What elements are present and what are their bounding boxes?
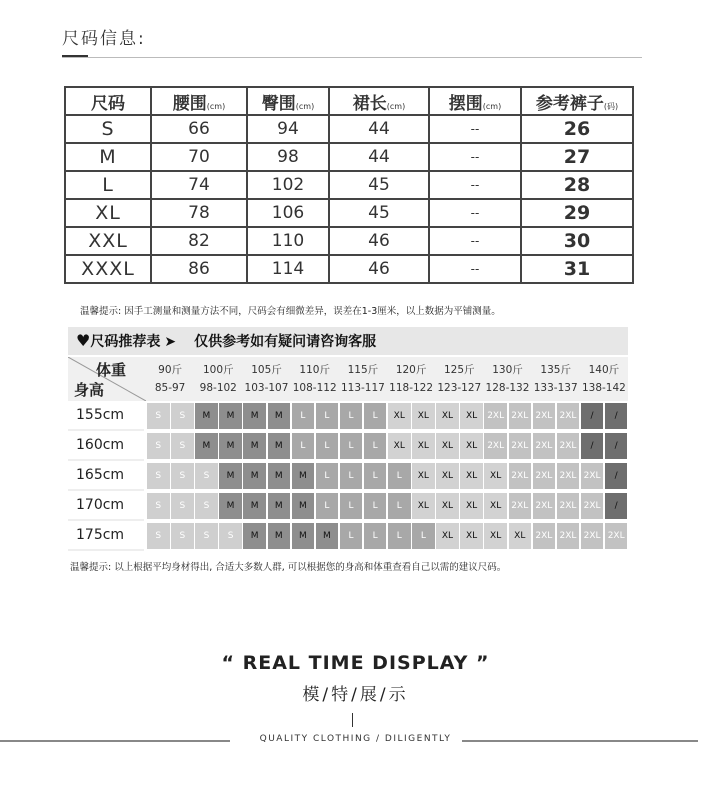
recommend-banner	[68, 327, 628, 355]
size-recommend-cell: 2XL	[557, 433, 580, 459]
size-recommend-cell: XL	[412, 403, 435, 429]
height-value: 160cm	[68, 431, 144, 461]
weight-value: 110斤	[299, 364, 330, 376]
size-recommend-cell: 2XL	[557, 403, 580, 429]
size-recommend-cell: XL	[436, 403, 459, 429]
weight-range: 108-112	[292, 382, 337, 394]
size-value: M	[65, 143, 151, 171]
size-recommend-cell: L	[316, 493, 339, 519]
hem-value: --	[429, 143, 521, 171]
pants-value: 28	[521, 171, 633, 199]
weight-range: 103-107	[244, 382, 289, 394]
size-recommend-cell: L	[364, 403, 387, 429]
waist-value: 82	[151, 227, 247, 255]
size-recommend-cell: XL	[436, 433, 459, 459]
hip-value: 98	[247, 143, 329, 171]
size-recommend-cell: XL	[412, 463, 435, 489]
size-recommend-cell: M	[268, 523, 291, 549]
display-title: “ REAL TIME DISPLAY ”	[221, 652, 490, 674]
size-recommend-cell: L	[340, 523, 363, 549]
weight-range: 113-117	[340, 382, 385, 394]
size-recommend-cell: XL	[388, 403, 411, 429]
pants-value: 30	[521, 227, 633, 255]
length-value: 44	[329, 143, 429, 171]
header-skirt-length: 裙长(cm)	[329, 87, 429, 115]
size-recommend-cell: L	[388, 523, 411, 549]
size-recommend-cell: XL	[460, 433, 483, 459]
size-recommend-cell: M	[292, 493, 315, 519]
size-recommend-cell: 2XL	[533, 523, 556, 549]
recommend-header	[68, 357, 628, 401]
weight-value: 135斤	[540, 364, 571, 376]
weight-value: 140斤	[588, 364, 620, 376]
size-recommend-cell: 2XL	[557, 493, 580, 519]
size-recommend-cell: S	[147, 433, 170, 459]
height-value: 155cm	[68, 401, 144, 431]
size-recommend-cell: M	[268, 463, 291, 489]
waist-value: 86	[151, 255, 247, 283]
size-table-header	[65, 87, 633, 115]
hem-value: --	[429, 199, 521, 227]
height-value: 175cm	[68, 521, 144, 551]
size-recommend-cell: M	[243, 433, 266, 459]
size-recommend-cell: M	[195, 433, 218, 459]
weight-value: 120斤	[395, 364, 427, 376]
size-info-title: 尺码信息:	[62, 29, 146, 49]
size-recommend-cell: L	[340, 493, 363, 519]
recommend-row	[68, 401, 628, 431]
recommend-rows	[68, 401, 628, 551]
size-recommend-cell: L	[316, 463, 339, 489]
size-recommend-cell: M	[243, 523, 266, 549]
weight-value: 125斤	[444, 364, 475, 376]
size-recommend-cell: XL	[460, 493, 483, 519]
size-recommend-cell: L	[364, 493, 387, 519]
table-row	[65, 255, 633, 283]
size-recommend-cell: S	[171, 523, 194, 549]
size-recommend-cell: XL	[460, 463, 483, 489]
size-recommend-cell: S	[195, 523, 218, 549]
size-recommend-cell: XL	[484, 463, 507, 489]
size-recommend-cell: XL	[460, 403, 483, 429]
weight-range: 138-142	[581, 382, 626, 394]
divider-bar	[352, 713, 353, 727]
size-recommend-cell: M	[268, 493, 291, 519]
size-recommend-cell: S	[147, 523, 170, 549]
header-hem: 摆围(cm)	[429, 87, 521, 115]
size-recommend-cell: L	[364, 463, 387, 489]
size-recommend-cell: L	[340, 433, 363, 459]
size-recommend-cell: M	[195, 403, 218, 429]
size-recommend-cell: L	[316, 433, 339, 459]
size-recommend-cell: S	[171, 493, 194, 519]
size-recommend-cell: S	[171, 433, 194, 459]
size-recommend-cell: M	[292, 463, 315, 489]
size-recommend-cell: 2XL	[533, 463, 556, 489]
size-recommend-cell: XL	[436, 523, 459, 549]
size-recommend-cell: /	[581, 433, 604, 459]
weight-range: 98-102	[199, 382, 237, 394]
hip-value: 106	[247, 199, 329, 227]
size-recommend-cell: S	[195, 493, 218, 519]
length-value: 44	[329, 115, 429, 143]
size-recommend-cell: L	[364, 523, 387, 549]
size-recommend-cell: L	[388, 493, 411, 519]
size-recommend-cell: 2XL	[533, 403, 556, 429]
weight-range: 133-137	[533, 382, 578, 394]
size-recommend-cell: 2XL	[581, 523, 604, 549]
weight-column-header	[483, 361, 531, 397]
weight-range: 128-132	[485, 382, 530, 394]
hem-value: --	[429, 171, 521, 199]
size-recommend-cell: 2XL	[533, 433, 556, 459]
size-recommend-cell: 2XL	[509, 403, 532, 429]
size-recommend-cell: M	[268, 403, 291, 429]
height-value: 170cm	[68, 491, 144, 521]
size-recommend-cell: XL	[460, 523, 483, 549]
pants-value: 27	[521, 143, 633, 171]
recommend-note: 温馨提示: 以上根据平均身材得出, 合适大多数人群, 可以根据您的身高和体重查看自己以需的建议尺码。	[70, 562, 507, 573]
hip-value: 110	[247, 227, 329, 255]
size-value: XXXL	[65, 255, 151, 283]
table-row	[65, 227, 633, 255]
size-recommend-cell: L	[292, 433, 315, 459]
height-label: 身高	[74, 381, 105, 399]
recommend-row	[68, 521, 628, 551]
recommend-row	[68, 491, 628, 521]
size-recommend-cell: 2XL	[557, 523, 580, 549]
size-recommend-cell: M	[219, 493, 242, 519]
size-recommend-cell: L	[364, 433, 387, 459]
waist-value: 66	[151, 115, 247, 143]
size-recommend-cell: S	[171, 403, 194, 429]
hem-value: --	[429, 227, 521, 255]
waist-value: 78	[151, 199, 247, 227]
length-value: 45	[329, 199, 429, 227]
size-recommend-cell: L	[412, 523, 435, 549]
size-recommend-cell: 2XL	[484, 433, 507, 459]
weight-column-header	[242, 361, 290, 397]
size-table	[64, 86, 634, 284]
size-recommend-cell: XL	[412, 493, 435, 519]
size-recommend-cell: 2XL	[581, 463, 604, 489]
waist-value: 70	[151, 143, 247, 171]
size-recommend-cell: /	[605, 493, 628, 519]
hem-value: --	[429, 255, 521, 283]
recommend-subtitle: 仅供参考如有疑问请咨询客服	[194, 334, 377, 350]
weight-column-header	[435, 361, 483, 397]
heart-icon: ♥	[76, 331, 91, 350]
size-value: XXL	[65, 227, 151, 255]
recommend-row	[68, 461, 628, 491]
size-recommend-cell: M	[219, 433, 242, 459]
weight-column-header	[291, 361, 339, 397]
display-subtitle: 模/特/展/示	[302, 685, 409, 705]
table-row	[65, 115, 633, 143]
weight-column-header	[387, 361, 435, 397]
weight-column-header	[532, 361, 580, 397]
weight-label: 体重	[96, 361, 127, 379]
weight-column-header	[194, 361, 242, 397]
weight-value: 100斤	[203, 364, 234, 376]
size-recommend-cell: L	[388, 463, 411, 489]
weight-range: 123-127	[437, 382, 482, 394]
weight-value: 90斤	[158, 364, 183, 376]
size-recommend-cell: S	[147, 463, 170, 489]
weight-value: 105斤	[251, 364, 282, 376]
table-row	[65, 171, 633, 199]
recommend-row	[68, 431, 628, 461]
pants-value: 29	[521, 199, 633, 227]
size-recommend-cell: M	[316, 523, 339, 549]
size-recommend-cell: 2XL	[581, 493, 604, 519]
size-recommend-cell: L	[316, 403, 339, 429]
size-recommend-cell: M	[243, 403, 266, 429]
size-recommend-cell: 2XL	[509, 493, 532, 519]
size-recommend-cell: /	[605, 433, 628, 459]
size-recommend-cell: M	[243, 463, 266, 489]
size-recommend-cell: S	[195, 463, 218, 489]
size-recommend-cell: M	[219, 403, 242, 429]
size-recommend-cell: M	[243, 493, 266, 519]
size-recommend-cell: L	[292, 403, 315, 429]
height-value: 165cm	[68, 461, 144, 491]
size-recommend-cell: 2XL	[509, 463, 532, 489]
size-recommend-cell: XL	[436, 493, 459, 519]
title-rule	[62, 57, 642, 58]
pants-value: 26	[521, 115, 633, 143]
weight-range: 118-122	[389, 382, 434, 394]
size-recommend-cell: XL	[412, 433, 435, 459]
length-value: 46	[329, 227, 429, 255]
size-recommend-cell: /	[605, 403, 628, 429]
table-row	[65, 143, 633, 171]
size-value: L	[65, 171, 151, 199]
pants-value: 31	[521, 255, 633, 283]
arrow-right-icon: ➤	[164, 334, 177, 350]
table-row	[65, 199, 633, 227]
header-waist: 腰围(cm)	[151, 87, 247, 115]
hip-value: 114	[247, 255, 329, 283]
size-table-note: 温馨提示: 因手工测量和测量方法不同，尺码会有细微差异，误差在1-3厘米，以上数据为平铺测量。	[80, 306, 501, 317]
hip-value: 102	[247, 171, 329, 199]
size-recommend-cell: XL	[509, 523, 532, 549]
header-pants-size: 参考裤子(码)	[521, 87, 633, 115]
size-recommend-cell: 2XL	[557, 463, 580, 489]
weight-column-header	[339, 361, 387, 397]
size-recommend-cell: XL	[484, 523, 507, 549]
size-recommend-cell: S	[147, 403, 170, 429]
size-recommend-cell: M	[219, 463, 242, 489]
size-recommend-cell: S	[147, 493, 170, 519]
size-value: XL	[65, 199, 151, 227]
header-hip: 臀围(cm)	[247, 87, 329, 115]
size-recommend-cell: 2XL	[605, 523, 628, 549]
size-recommend-cell: XL	[436, 463, 459, 489]
hem-value: --	[429, 115, 521, 143]
length-value: 45	[329, 171, 429, 199]
weight-value: 130斤	[492, 364, 523, 376]
size-recommend-cell: /	[581, 403, 604, 429]
weight-column-header	[146, 361, 194, 397]
recommend-title: 尺码推荐表	[90, 334, 161, 350]
length-value: 46	[329, 255, 429, 283]
hip-value: 94	[247, 115, 329, 143]
weight-column-header	[580, 361, 628, 397]
weight-value: 115斤	[347, 364, 379, 376]
header-size: 尺码	[65, 87, 151, 115]
waist-value: 74	[151, 171, 247, 199]
size-recommend-cell: XL	[388, 433, 411, 459]
size-recommend-cell: S	[219, 523, 242, 549]
weight-range: 85-97	[154, 382, 186, 394]
size-recommend-cell: 2XL	[533, 493, 556, 519]
size-recommend-cell: L	[340, 463, 363, 489]
size-recommend-cell: /	[605, 463, 628, 489]
size-recommend-cell: 2XL	[484, 403, 507, 429]
size-recommend-cell: M	[268, 433, 291, 459]
size-recommend-cell: XL	[484, 493, 507, 519]
size-recommend-cell: L	[340, 403, 363, 429]
size-value: S	[65, 115, 151, 143]
size-recommend-cell: M	[292, 523, 315, 549]
size-recommend-cell: S	[171, 463, 194, 489]
footer-tagline: QUALITY CLOTHING / DILIGENTLY	[259, 734, 452, 744]
size-recommend-cell: 2XL	[509, 433, 532, 459]
recommend-grid	[68, 357, 628, 551]
